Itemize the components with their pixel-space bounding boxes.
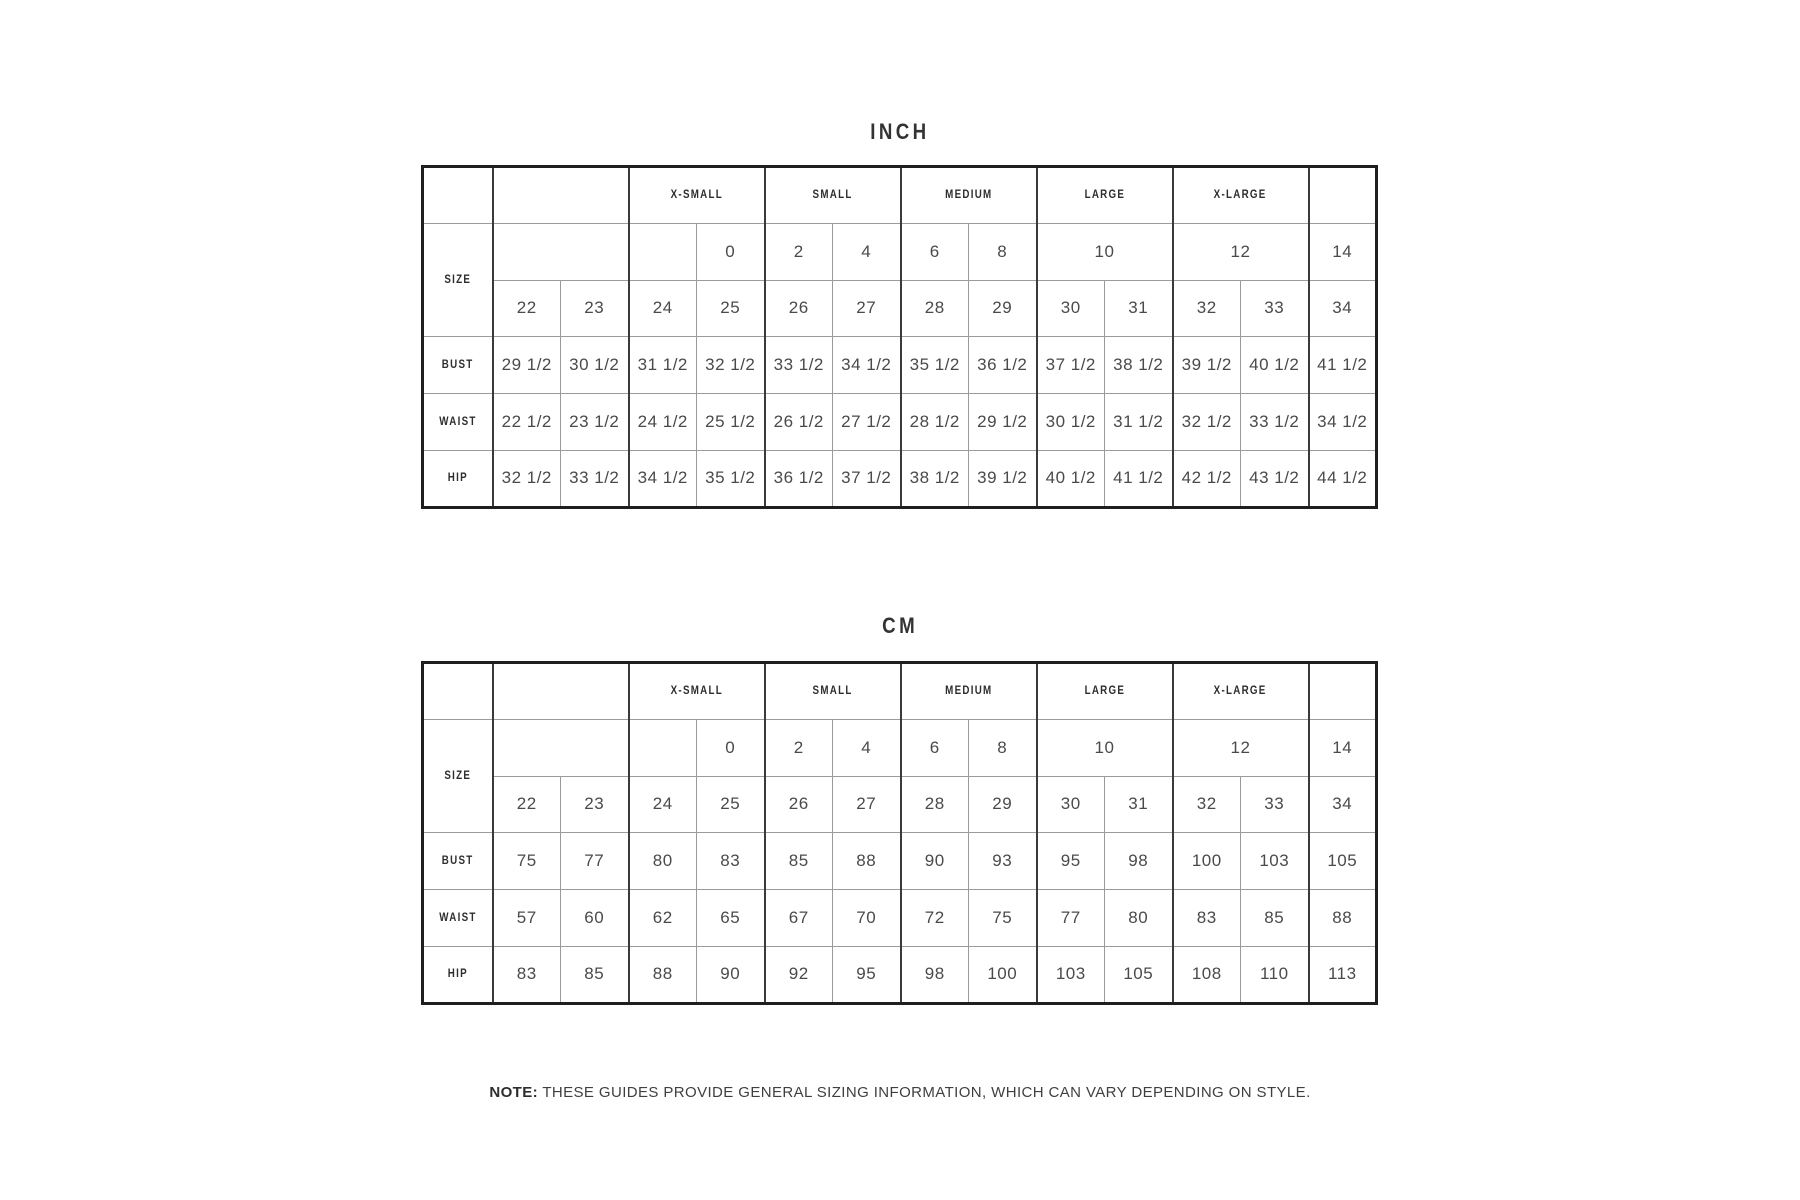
measurement-cell: 35 1/2 (901, 337, 969, 394)
measurement-cell: 36 1/2 (765, 450, 833, 507)
group-header-empty (1309, 663, 1377, 720)
size-cell: 6 (901, 223, 969, 280)
measurement-cell: 88 (1309, 890, 1377, 947)
size-cell: 34 (1309, 776, 1377, 833)
measurement-cell: 65 (697, 890, 765, 947)
size-cell: 33 (1241, 776, 1309, 833)
size-cell: 31 (1105, 776, 1173, 833)
inch-hip-row (423, 450, 1377, 507)
cm-alpha-size-row (423, 776, 1377, 833)
corner-cell (423, 663, 493, 720)
group-header-label: LARGE (1084, 685, 1125, 698)
size-cell: 32 (1173, 280, 1241, 337)
row-label-bust (423, 833, 493, 890)
size-cell: 24 (629, 280, 697, 337)
inch-numeric-size-row (423, 223, 1377, 280)
size-cell: 23 (561, 776, 629, 833)
inch-alpha-size-row (423, 280, 1377, 337)
measurement-cell: 103 (1037, 946, 1105, 1003)
group-header-small (765, 167, 901, 224)
size-cell: 30 (1037, 280, 1105, 337)
measurement-cell: 77 (1037, 890, 1105, 947)
measurement-cell: 93 (969, 833, 1037, 890)
size-cell-empty (493, 719, 629, 776)
row-label-hip (423, 946, 493, 1003)
group-header-label: LARGE (1084, 189, 1125, 202)
size-cell: 4 (833, 719, 901, 776)
group-header-large (1037, 167, 1173, 224)
measurement-cell: 36 1/2 (969, 337, 1037, 394)
measurement-cell: 26 1/2 (765, 394, 833, 451)
measurement-cell: 39 1/2 (969, 450, 1037, 507)
row-label-text: HIP (447, 968, 468, 981)
group-header-xlarge (1173, 167, 1309, 224)
measurement-cell: 88 (629, 946, 697, 1003)
measurement-cell: 85 (1241, 890, 1309, 947)
measurement-cell: 31 1/2 (629, 337, 697, 394)
measurement-cell: 105 (1105, 946, 1173, 1003)
measurement-cell: 28 1/2 (901, 394, 969, 451)
measurement-cell: 67 (765, 890, 833, 947)
measurement-cell: 33 1/2 (765, 337, 833, 394)
cm-table-title (0, 613, 1800, 639)
measurement-cell: 85 (561, 946, 629, 1003)
row-label-text: BUST (441, 359, 474, 372)
size-cell: 33 (1241, 280, 1309, 337)
size-cell: 24 (629, 776, 697, 833)
measurement-cell: 103 (1241, 833, 1309, 890)
measurement-cell: 40 1/2 (1241, 337, 1309, 394)
measurement-cell: 100 (969, 946, 1037, 1003)
size-cell: 10 (1037, 719, 1173, 776)
inch-waist-row (423, 394, 1377, 451)
measurement-cell: 57 (493, 890, 561, 947)
measurement-cell: 90 (901, 833, 969, 890)
measurement-cell: 29 1/2 (493, 337, 561, 394)
group-header-label: X-SMALL (670, 189, 723, 202)
group-header-label: MEDIUM (944, 189, 993, 202)
measurement-cell: 60 (561, 890, 629, 947)
group-header-label: SMALL (812, 189, 853, 202)
measurement-cell: 23 1/2 (561, 394, 629, 451)
size-cell: 12 (1173, 223, 1309, 280)
inch-bust-row (423, 337, 1377, 394)
group-header-empty (493, 663, 629, 720)
measurement-cell: 31 1/2 (1105, 394, 1173, 451)
cm-waist-row (423, 890, 1377, 947)
measurement-cell: 43 1/2 (1241, 450, 1309, 507)
row-label-bust (423, 337, 493, 394)
measurement-cell: 37 1/2 (1037, 337, 1105, 394)
measurement-cell: 105 (1309, 833, 1377, 890)
measurement-cell: 98 (901, 946, 969, 1003)
size-cell: 22 (493, 280, 561, 337)
size-label-text: SIZE (444, 770, 472, 783)
measurement-cell: 108 (1173, 946, 1241, 1003)
size-cell: 10 (1037, 223, 1173, 280)
measurement-cell: 37 1/2 (833, 450, 901, 507)
measurement-cell: 32 1/2 (493, 450, 561, 507)
row-label-text: WAIST (439, 912, 477, 925)
inch-size-table (421, 165, 1378, 509)
size-cell: 25 (697, 776, 765, 833)
measurement-cell: 39 1/2 (1173, 337, 1241, 394)
size-row-label (423, 719, 493, 833)
measurement-cell: 90 (697, 946, 765, 1003)
measurement-cell: 80 (629, 833, 697, 890)
measurement-cell: 62 (629, 890, 697, 947)
measurement-cell: 110 (1241, 946, 1309, 1003)
corner-cell (423, 167, 493, 224)
measurement-cell: 35 1/2 (697, 450, 765, 507)
measurement-cell: 27 1/2 (833, 394, 901, 451)
measurement-cell: 41 1/2 (1309, 337, 1377, 394)
size-cell: 22 (493, 776, 561, 833)
size-cell: 34 (1309, 280, 1377, 337)
size-cell: 26 (765, 776, 833, 833)
group-header-small (765, 663, 901, 720)
size-cell: 8 (969, 223, 1037, 280)
measurement-cell: 83 (697, 833, 765, 890)
size-cell: 29 (969, 776, 1037, 833)
size-cell: 6 (901, 719, 969, 776)
measurement-cell: 75 (969, 890, 1037, 947)
measurement-cell: 70 (833, 890, 901, 947)
size-cell-empty (629, 719, 697, 776)
cm-numeric-size-row (423, 719, 1377, 776)
size-cell-empty (629, 223, 697, 280)
row-label-text: BUST (441, 855, 474, 868)
group-header-large (1037, 663, 1173, 720)
size-cell: 14 (1309, 719, 1377, 776)
size-cell: 0 (697, 719, 765, 776)
measurement-cell: 85 (765, 833, 833, 890)
row-label-text: HIP (447, 472, 468, 485)
measurement-cell: 32 1/2 (697, 337, 765, 394)
size-cell: 14 (1309, 223, 1377, 280)
cm-title-text: CM (882, 613, 918, 638)
group-header-label: X-LARGE (1214, 685, 1267, 698)
measurement-cell: 30 1/2 (561, 337, 629, 394)
measurement-cell: 95 (833, 946, 901, 1003)
size-cell: 2 (765, 223, 833, 280)
measurement-cell: 98 (1105, 833, 1173, 890)
measurement-cell: 34 1/2 (833, 337, 901, 394)
measurement-cell: 80 (1105, 890, 1173, 947)
group-header-label: SMALL (812, 685, 853, 698)
measurement-cell: 83 (1173, 890, 1241, 947)
inch-group-header-row (423, 167, 1377, 224)
size-cell-empty (493, 223, 629, 280)
measurement-cell: 32 1/2 (1173, 394, 1241, 451)
measurement-cell: 40 1/2 (1037, 450, 1105, 507)
measurement-cell: 75 (493, 833, 561, 890)
measurement-cell: 42 1/2 (1173, 450, 1241, 507)
group-header-xsmall (629, 663, 765, 720)
measurement-cell: 34 1/2 (629, 450, 697, 507)
row-label-hip (423, 450, 493, 507)
measurement-cell: 100 (1173, 833, 1241, 890)
size-cell: 23 (561, 280, 629, 337)
measurement-cell: 113 (1309, 946, 1377, 1003)
size-cell: 30 (1037, 776, 1105, 833)
size-cell: 25 (697, 280, 765, 337)
measurement-cell: 92 (765, 946, 833, 1003)
row-label-text: WAIST (439, 416, 477, 429)
measurement-cell: 95 (1037, 833, 1105, 890)
row-label-waist (423, 890, 493, 947)
size-cell: 26 (765, 280, 833, 337)
size-cell: 28 (901, 280, 969, 337)
measurement-cell: 38 1/2 (1105, 337, 1173, 394)
group-header-medium (901, 167, 1037, 224)
size-row-label (423, 223, 493, 337)
measurement-cell: 83 (493, 946, 561, 1003)
cm-group-header-row (423, 663, 1377, 720)
measurement-cell: 41 1/2 (1105, 450, 1173, 507)
measurement-cell: 29 1/2 (969, 394, 1037, 451)
measurement-cell: 30 1/2 (1037, 394, 1105, 451)
group-header-label: X-LARGE (1214, 189, 1267, 202)
group-header-xsmall (629, 167, 765, 224)
group-header-empty (493, 167, 629, 224)
measurement-cell: 33 1/2 (561, 450, 629, 507)
size-cell: 12 (1173, 719, 1309, 776)
group-header-xlarge (1173, 663, 1309, 720)
size-cell: 4 (833, 223, 901, 280)
size-cell: 0 (697, 223, 765, 280)
size-cell: 2 (765, 719, 833, 776)
measurement-cell: 33 1/2 (1241, 394, 1309, 451)
cm-size-table (421, 661, 1378, 1005)
size-cell: 31 (1105, 280, 1173, 337)
measurement-cell: 25 1/2 (697, 394, 765, 451)
size-cell: 8 (969, 719, 1037, 776)
inch-table-title (0, 119, 1800, 145)
measurement-cell: 22 1/2 (493, 394, 561, 451)
row-label-waist (423, 394, 493, 451)
measurement-cell: 24 1/2 (629, 394, 697, 451)
measurement-cell: 34 1/2 (1309, 394, 1377, 451)
group-header-label: X-SMALL (670, 685, 723, 698)
group-header-empty (1309, 167, 1377, 224)
measurement-cell: 72 (901, 890, 969, 947)
inch-title-text: INCH (870, 119, 930, 144)
group-header-medium (901, 663, 1037, 720)
sizing-note (0, 1084, 1800, 1102)
cm-hip-row (423, 946, 1377, 1003)
size-cell: 27 (833, 280, 901, 337)
measurement-cell: 38 1/2 (901, 450, 969, 507)
cm-bust-row (423, 833, 1377, 890)
size-cell: 32 (1173, 776, 1241, 833)
group-header-label: MEDIUM (944, 685, 993, 698)
measurement-cell: 88 (833, 833, 901, 890)
size-label-text: SIZE (444, 274, 472, 287)
size-cell: 29 (969, 280, 1037, 337)
note-text: THESE GUIDES PROVIDE GENERAL SIZING INFORMATION, WHICH CAN VARY DEPENDING ON STYLE. (538, 1084, 1311, 1101)
size-cell: 28 (901, 776, 969, 833)
note-label: NOTE: (489, 1084, 539, 1101)
measurement-cell: 77 (561, 833, 629, 890)
measurement-cell: 44 1/2 (1309, 450, 1377, 507)
size-cell: 27 (833, 776, 901, 833)
